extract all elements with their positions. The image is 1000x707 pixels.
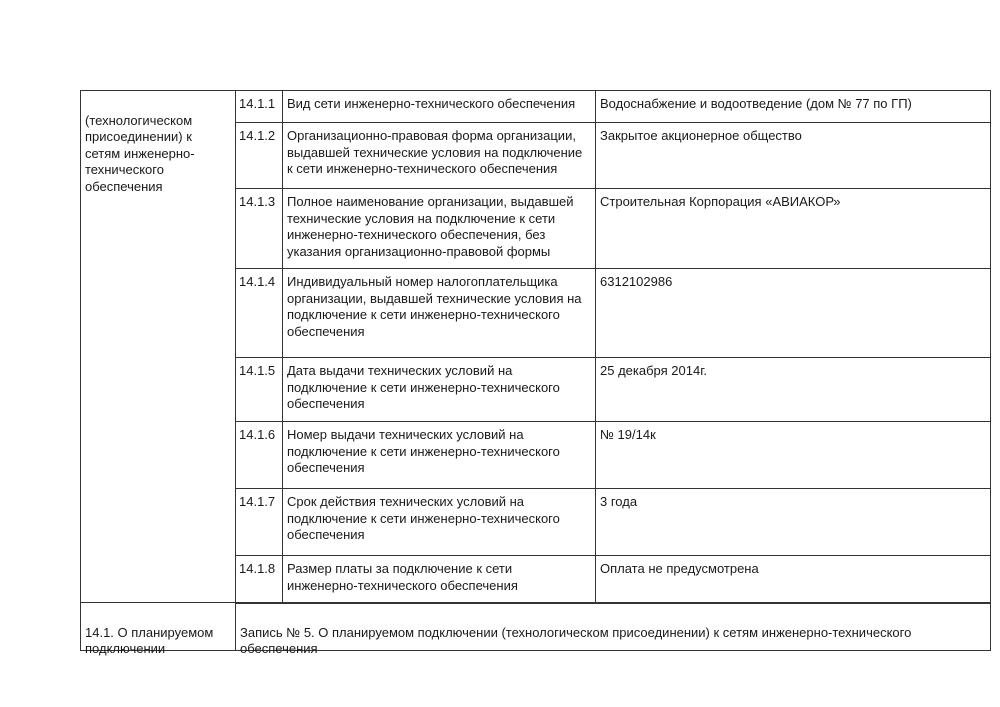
row-value: Закрытое акционерное общество: [600, 128, 802, 143]
row-value-cell: [595, 357, 991, 422]
row-label: Организационно-правовая форма организации, выдавшей технические условия на подключение к сети инженерно-технического обеспечения: [287, 128, 583, 176]
next-section-heading: 14.1. О планируемом подключении: [85, 624, 214, 656]
row-num-cell: [235, 421, 283, 489]
row-label-cell: [282, 555, 596, 604]
row-num-cell: [235, 357, 283, 422]
row-label: Дата выдачи технических условий на подключение к сети инженерно-технического обеспечения: [287, 363, 560, 411]
row-value-cell: [595, 268, 991, 358]
row-label-cell: [282, 188, 596, 269]
row-value-cell: [595, 122, 991, 189]
row-num-cell: [235, 268, 283, 358]
row-num: 14.1.4: [239, 274, 276, 289]
row-value: 25 декабря 2014г.: [600, 363, 707, 378]
row-num-cell: [235, 188, 283, 269]
next-section-text: Запись № 5. О планируемом подключении (технологическом присоединении) к сетям инженерно-технического обеспечения: [240, 624, 912, 656]
row-label: Индивидуальный номер налогоплательщика организации, выдавшей технические условия на подключение к сети инженерно-технического обеспечения: [287, 274, 582, 339]
row-label-cell: [282, 122, 596, 189]
row-value: № 19/14к: [600, 427, 656, 442]
row-num-cell: [235, 90, 283, 123]
row-num: 14.1.2: [239, 128, 276, 143]
section-heading-cell: [80, 90, 236, 603]
row-label-cell: [282, 488, 596, 556]
row-value-cell: [595, 188, 991, 269]
row-value-cell: [595, 488, 991, 556]
row-num: 14.1.6: [239, 427, 276, 442]
row-label: Номер выдачи технических условий на подключение к сети инженерно-технического обеспечения: [287, 427, 560, 475]
row-num-cell: [235, 488, 283, 556]
row-num: 14.1.8: [239, 561, 276, 576]
row-value: 6312102986: [600, 274, 673, 289]
row-num-cell: [235, 555, 283, 604]
row-label-cell: [282, 357, 596, 422]
row-label-cell: [282, 268, 596, 358]
row-value: 3 года: [600, 494, 638, 509]
next-section-text-cell: [235, 602, 991, 656]
row-num: 14.1.5: [239, 363, 276, 378]
row-label: Срок действия технических условий на подключение к сети инженерно-технического обеспечения: [287, 494, 560, 542]
row-value-cell: [595, 90, 991, 123]
row-value: Оплата не предусмотрена: [600, 561, 759, 576]
row-value-cell: [595, 555, 991, 604]
row-num: 14.1.7: [239, 494, 276, 509]
row-num-cell: [235, 122, 283, 189]
row-label-cell: [282, 90, 596, 123]
next-section-heading-cell: [80, 602, 236, 656]
row-label: Размер платы за подключение к сети инженерно-технического обеспечения: [287, 561, 518, 593]
row-value: Водоснабжение и водоотведение (дом № 77 по ГП): [600, 96, 912, 111]
row-num: 14.1.1: [239, 96, 276, 111]
section-heading: (технологическом присоединении) к сетям инженерно- технического обеспечения: [85, 112, 195, 194]
row-label: Полное наименование организации, выдавшей технические условия на подключение к сети инженерно-технического обеспечения, без указания организационно-правовой формы: [287, 194, 574, 259]
row-num: 14.1.3: [239, 194, 276, 209]
row-value-cell: [595, 421, 991, 489]
row-value: Строительная Корпорация «АВИАКОР»: [600, 194, 841, 209]
row-label: Вид сети инженерно-технического обеспечения: [287, 96, 576, 111]
row-label-cell: [282, 421, 596, 489]
